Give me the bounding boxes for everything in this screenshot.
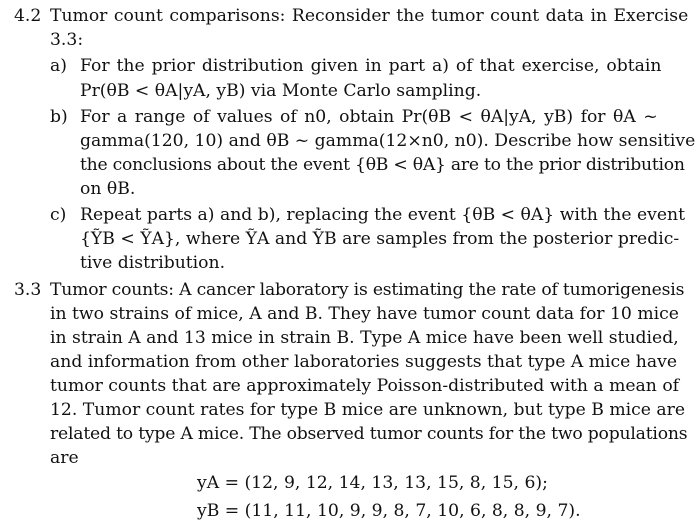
part-text-line: Pr(θB < θA|yA, yB) via Monte Carlo sampling. (80, 81, 482, 101)
part-label: a) (50, 56, 67, 76)
part-text-line: gamma(120, 10) and θB ~ gamma(12×n0, n0). Describe how sensitive (80, 131, 696, 151)
exercise-text-line: in strain A and 13 mice in strain B. Type A mice have been well studied, (50, 328, 679, 348)
part-text-line: Repeat parts a) and b), replacing the event {θB < θA} with the event (80, 205, 685, 225)
part-text-line: the conclusions about the event {θB < θA} are to the prior distribution (80, 155, 685, 175)
exercise-text-line: tumor counts that are approximately Poisson-distributed with a mean of (50, 376, 680, 396)
part-text-line: on θB. (80, 179, 136, 199)
exercise-text-line: are (50, 448, 79, 468)
exercise-text-line: Tumor counts: A cancer laboratory is estimating the rate of tumorigenesis (50, 280, 685, 300)
equation-ya: yA = (12, 9, 12, 14, 13, 13, 15, 8, 15, 6); (197, 473, 548, 493)
part-label: c) (50, 205, 67, 225)
exercise-number: 4.2 (14, 6, 42, 26)
exercise-number: 3.3 (14, 280, 42, 300)
part-text-line: For a range of values of n0, obtain Pr(θB < θA|yA, yB) for θA ~ (80, 107, 658, 127)
exercise-text-line: and information from other laboratories suggests that type A mice have (50, 352, 677, 372)
equation-yb: yB = (11, 11, 10, 9, 9, 8, 7, 10, 6, 8, 8, 9, 7). (197, 501, 581, 521)
exercise-text-line: 3.3: (50, 30, 84, 50)
part-text-line: tive distribution. (80, 253, 226, 273)
part-text-line: For the prior distribution given in part a) of that exercise, obtain (80, 56, 662, 76)
part-label: b) (50, 107, 68, 127)
exercise-text-line: Tumor count comparisons: Reconsider the tumor count data in Exercise (50, 6, 689, 26)
part-text-line: {ỸB < ỸA}, where ỸA and ỸB are samples from the posterior predic- (80, 229, 680, 249)
exercise-text-line: 12. Tumor count rates for type B mice are unknown, but type B mice are (50, 400, 686, 420)
exercise-text-line: related to type A mice. The observed tumor counts for the two populations (50, 424, 688, 444)
exercise-text-line: in two strains of mice, A and B. They have tumor count data for 10 mice (50, 304, 679, 324)
